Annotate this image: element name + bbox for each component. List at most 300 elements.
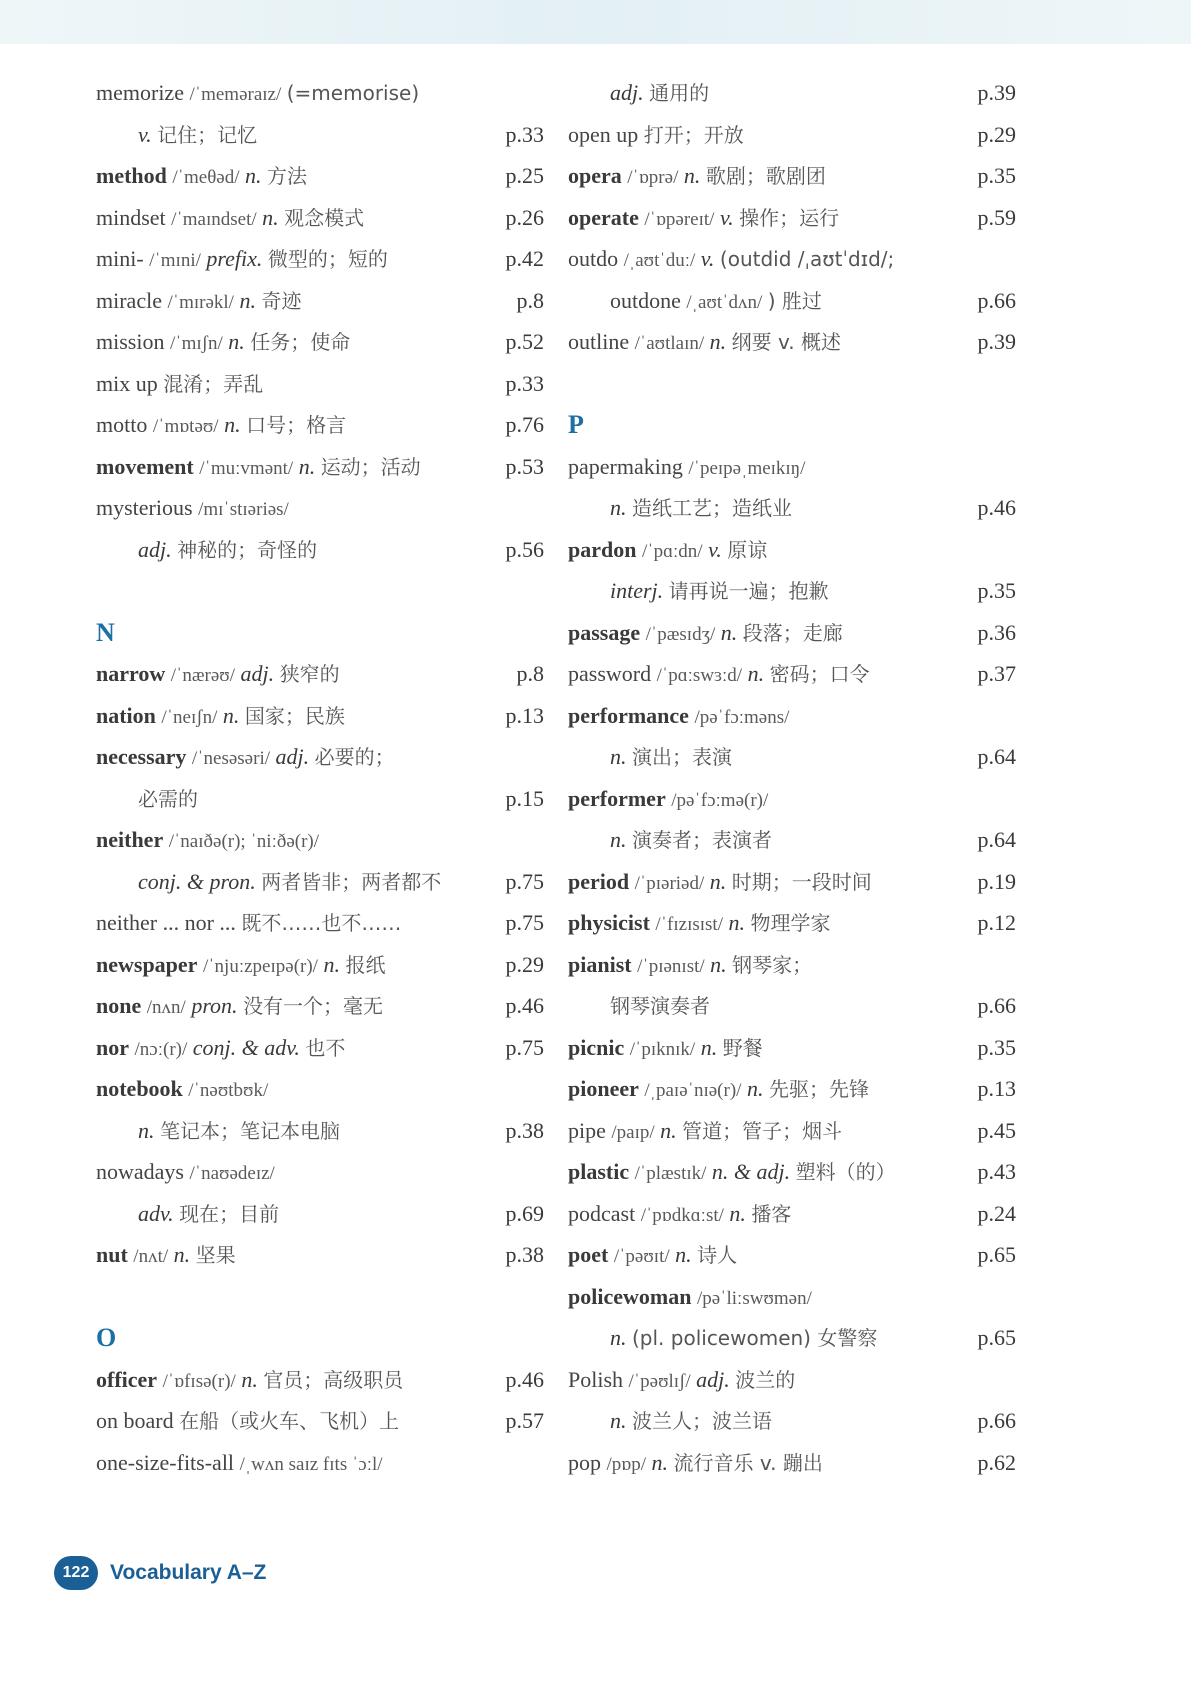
headword: nation <box>96 702 156 728</box>
pronunciation: /ˌaʊtˈduː/ <box>623 250 696 271</box>
vocab-entry <box>568 155 1016 197</box>
vocab-entry <box>568 1276 1016 1318</box>
definition: 波兰的 <box>735 1367 796 1392</box>
vocab-entry <box>568 1359 1016 1401</box>
pronunciation: /ˈpɑːswɜːd/ <box>656 665 743 686</box>
definition: 塑料（的） <box>795 1160 896 1184</box>
part-of-speech: n. <box>222 702 240 728</box>
definition: 通用的 <box>649 81 710 105</box>
pronunciation: /pɒp/ <box>606 1453 646 1475</box>
page-reference: p.59 <box>977 204 1016 230</box>
page-reference: p.24 <box>977 1200 1016 1226</box>
vocab-entry <box>568 736 1016 778</box>
headword: Polish <box>568 1366 624 1392</box>
page-reference: p.38 <box>505 1242 544 1267</box>
definition: (pl. policewomen) 女警察 <box>632 1326 878 1350</box>
pronunciation: /ˈnaɪðə(r); ˈniːðə(r)/ <box>168 831 320 852</box>
definition: 奇迹 <box>261 288 302 313</box>
entry-text <box>568 114 1016 157</box>
headword: performance <box>568 702 689 728</box>
headword: picnic <box>568 1034 625 1060</box>
entry-text <box>96 1234 544 1278</box>
footer-title: Vocabulary A–Z <box>110 1561 267 1584</box>
vocab-entry <box>96 902 544 944</box>
page-reference: p.33 <box>505 370 544 396</box>
entry-text <box>568 1442 1016 1486</box>
vocab-entry <box>568 72 1016 114</box>
page-reference: p.52 <box>505 329 544 354</box>
definition: 先驱；先锋 <box>768 1077 869 1101</box>
part-of-speech: prefix. <box>206 246 263 271</box>
entry-text <box>568 1400 1016 1443</box>
definition: 口号；格言 <box>246 413 347 437</box>
headword: on board <box>96 1408 174 1433</box>
page-reference: p.19 <box>977 868 1016 894</box>
entry-text <box>568 736 1016 779</box>
vocab-entry <box>568 1317 1016 1359</box>
definition: 狭窄的 <box>279 662 340 686</box>
entry-text <box>96 404 544 448</box>
headword: mysterious <box>96 495 193 520</box>
definition: 钢琴演奏者 <box>610 994 710 1018</box>
entry-text <box>96 1027 544 1071</box>
pronunciation: /ˈɒpəreɪt/ <box>644 208 715 230</box>
entry-text <box>96 1400 544 1443</box>
page-reference: p.29 <box>505 951 544 977</box>
headword: necessary <box>96 744 187 769</box>
part-of-speech: n. <box>239 287 256 313</box>
headword: miracle <box>96 287 162 313</box>
vocab-entry <box>96 446 544 488</box>
definition: 操作；运行 <box>739 205 840 230</box>
page-reference: p.38 <box>505 1117 544 1143</box>
pronunciation: /ˈplæstɪk/ <box>634 1163 707 1184</box>
entry-text <box>96 1193 544 1236</box>
part-of-speech: n. <box>728 910 745 935</box>
entry-text <box>96 819 544 863</box>
vocab-entry <box>568 570 1016 612</box>
entry-text <box>96 280 544 324</box>
part-of-speech: n. <box>709 329 727 354</box>
vocab-entry <box>96 736 544 778</box>
entry-text <box>568 570 1016 613</box>
vocab-entry <box>96 280 544 322</box>
pronunciation: /nɔː(r)/ <box>134 1038 188 1060</box>
vocab-entry <box>96 1027 544 1069</box>
entry-text <box>96 736 544 780</box>
pronunciation: /ˈpəʊlɪʃ/ <box>628 1370 691 1392</box>
pronunciation: /ˌpaɪəˈnɪə(r)/ <box>644 1080 742 1101</box>
vocab-entry <box>96 1359 544 1401</box>
pronunciation: /pəˈfɔːməns/ <box>694 706 790 728</box>
vocab-entry <box>96 1400 544 1442</box>
vocab-entry <box>568 944 1016 986</box>
vocab-entry <box>96 155 544 197</box>
headword: method <box>96 163 167 188</box>
definition: 坚果 <box>195 1243 236 1267</box>
vocab-entry <box>96 653 544 695</box>
definition: 打开；开放 <box>643 122 744 147</box>
page-reference: p.8 <box>516 287 544 313</box>
section-letter-heading: P <box>568 410 584 439</box>
part-of-speech: n. <box>746 1076 764 1101</box>
pronunciation: /ˈpɪəriəd/ <box>634 872 705 894</box>
pronunciation: /ˈpɪknɪk/ <box>629 1038 696 1060</box>
pronunciation: /ˈpæsɪdʒ/ <box>645 623 716 645</box>
headword: notebook <box>96 1076 183 1101</box>
page-reference: p.36 <box>977 619 1016 645</box>
section-spacer <box>96 1276 544 1318</box>
part-of-speech: adv. <box>138 1200 174 1226</box>
vocab-entry <box>96 238 544 280</box>
vocab-entry <box>96 529 544 571</box>
headword: pardon <box>568 536 637 562</box>
pronunciation: /ˈpəʊɪt/ <box>613 1246 670 1267</box>
pronunciation: /ˈneɪʃn/ <box>161 706 218 728</box>
page-reference: p.46 <box>505 1366 544 1392</box>
page-reference: p.15 <box>505 785 544 811</box>
vocab-entry <box>96 861 544 903</box>
vocab-entry <box>568 985 1016 1027</box>
part-of-speech: n. <box>245 163 262 188</box>
definition: 钢琴家； <box>732 952 813 977</box>
headword: narrow <box>96 661 166 686</box>
vocab-entry <box>568 612 1016 654</box>
page-reference: p.69 <box>505 1200 544 1226</box>
headword: physicist <box>568 910 650 935</box>
headword: open up <box>568 121 639 147</box>
part-of-speech: n. <box>610 1408 627 1433</box>
part-of-speech: n. <box>729 1200 746 1226</box>
entry-text <box>568 819 1016 862</box>
definition: 密码；口令 <box>769 662 870 686</box>
definition: 观念模式 <box>284 205 365 230</box>
page-reference: p.12 <box>977 910 1016 935</box>
pronunciation: /ˈmuːvmənt/ <box>199 457 294 479</box>
page-reference: p.64 <box>977 744 1016 769</box>
left-column <box>96 72 544 1483</box>
pronunciation: /ˌwʌn saɪz fɪts ˈɔːl/ <box>239 1453 383 1475</box>
entry-text <box>568 1151 1016 1195</box>
pronunciation: /ˈpeɪpəˌmeɪkɪŋ/ <box>688 457 806 479</box>
vocab-entry <box>96 1234 544 1276</box>
headword: movement <box>96 453 194 479</box>
vocab-entry <box>568 114 1016 156</box>
pronunciation: /ˈɒfɪsə(r)/ <box>162 1370 236 1392</box>
entry-text <box>568 1359 1016 1403</box>
entry-text <box>568 902 1016 946</box>
entry-text <box>568 1110 1016 1154</box>
vocab-entry <box>96 1151 544 1193</box>
entry-text <box>96 446 544 490</box>
entry-text <box>96 197 544 241</box>
part-of-speech: n. <box>298 453 316 479</box>
entry-text <box>568 529 1016 573</box>
definition: 国家；民族 <box>244 703 345 728</box>
headword: papermaking <box>568 453 683 479</box>
pronunciation: /ˈnærəʊ/ <box>170 665 236 686</box>
page-footer <box>54 1556 266 1590</box>
entry-text <box>568 653 1016 697</box>
entry-text <box>96 238 544 282</box>
definition: 没有一个；毫无 <box>243 994 384 1018</box>
entry-text <box>568 1027 1016 1071</box>
part-of-speech: adj. <box>138 536 172 562</box>
definition: 也不 <box>305 1035 346 1060</box>
part-of-speech: pron. <box>191 993 238 1018</box>
headword: plastic <box>568 1159 630 1184</box>
part-of-speech: v. <box>719 204 734 230</box>
definition: 段落；走廊 <box>742 620 843 645</box>
pronunciation: /ˈɒprə/ <box>627 167 679 188</box>
part-of-speech: n. <box>660 1117 677 1143</box>
page-reference: p.37 <box>977 661 1016 686</box>
pronunciation: /nʌt/ <box>133 1246 169 1267</box>
page-reference: p.26 <box>505 204 544 230</box>
headword: pop <box>568 1449 601 1475</box>
pronunciation: /ˈaʊtlaɪn/ <box>634 333 705 354</box>
definition: 两者皆非；两者都不 <box>261 869 442 894</box>
pronunciation: /ˈnesəsəri/ <box>191 748 270 769</box>
headword: passage <box>568 619 641 645</box>
section-letter-heading: O <box>96 1323 117 1352</box>
definition: 笔记本；笔记本电脑 <box>160 1118 340 1143</box>
part-of-speech: n. <box>262 204 279 230</box>
entry-text <box>568 1317 1016 1360</box>
definition: 演奏者；表演者 <box>632 828 772 852</box>
part-of-speech: n. <box>747 661 765 686</box>
page-reference: p.62 <box>977 1449 1016 1475</box>
page-reference: p.66 <box>977 993 1016 1018</box>
pronunciation: /ˈfɪzɪsɪst/ <box>655 914 723 935</box>
headword: opera <box>568 163 622 188</box>
section-letter-heading: N <box>96 617 115 647</box>
definition: 既不……也不…… <box>241 911 402 935</box>
entry-text <box>96 902 544 945</box>
page-reference: p.46 <box>977 495 1016 520</box>
pronunciation: /ˈnaʊədeɪz/ <box>189 1163 275 1184</box>
page-reference: p.56 <box>505 536 544 562</box>
page-reference: p.75 <box>505 1034 544 1060</box>
headword: outdone <box>610 287 681 313</box>
pronunciation: /ˈmɪrəkl/ <box>167 291 234 313</box>
entry-text <box>96 1442 544 1486</box>
entry-text <box>96 1068 544 1112</box>
pronunciation: /ˈmɪni/ <box>149 250 201 271</box>
page-reference: p.65 <box>977 1242 1016 1267</box>
definition: 官员；高级职员 <box>263 1367 404 1392</box>
pronunciation: /ˈmɒtəʊ/ <box>152 416 219 437</box>
part-of-speech: n. <box>224 412 241 437</box>
headword: pianist <box>568 951 632 977</box>
vocab-entry <box>96 114 544 156</box>
entry-text <box>96 155 544 199</box>
entry-text <box>568 197 1016 241</box>
vocab-entry <box>568 446 1016 488</box>
headword: performer <box>568 785 666 811</box>
entry-text <box>96 363 544 406</box>
page-reference: p.53 <box>505 453 544 479</box>
entry-text <box>568 446 1016 490</box>
vocab-entry <box>96 1068 544 1110</box>
entry-text <box>96 1359 544 1403</box>
definition: 歌剧；歌剧团 <box>705 164 826 188</box>
part-of-speech: n. <box>610 1325 627 1350</box>
part-of-speech: n. <box>138 1117 155 1143</box>
part-of-speech: n. <box>709 868 727 894</box>
part-of-speech: interj. <box>610 578 664 603</box>
vocab-entry <box>568 653 1016 695</box>
headword: policewoman <box>568 1283 692 1309</box>
headword: neither ... nor ... <box>96 910 236 935</box>
entry-text <box>96 529 544 572</box>
definition: 物理学家 <box>750 911 831 935</box>
page-reference: p.35 <box>977 163 1016 188</box>
definition: 请再说一遍；抱歉 <box>668 579 829 603</box>
definition: 报纸 <box>345 952 386 977</box>
entry-text <box>96 653 544 697</box>
vocab-entry <box>568 778 1016 820</box>
page-reference: p.75 <box>505 868 544 894</box>
entry-text <box>96 114 544 157</box>
entry-text <box>568 861 1016 905</box>
page-reference: p.57 <box>505 1408 544 1433</box>
part-of-speech: n. <box>610 744 627 769</box>
part-of-speech: adj. <box>610 80 644 105</box>
vocab-entry <box>96 487 544 529</box>
definition: ) 胜过 <box>767 288 822 313</box>
definition: 播客 <box>751 1201 792 1226</box>
part-of-speech: n. <box>173 1242 191 1267</box>
vocab-entry <box>568 1151 1016 1193</box>
part-of-speech: n. <box>675 1242 692 1267</box>
page-reference: p.66 <box>977 287 1016 313</box>
vocab-entry <box>568 1442 1016 1484</box>
headword: mini- <box>96 246 144 271</box>
headword: nor <box>96 1034 129 1060</box>
definition: 野餐 <box>722 1035 763 1060</box>
headword: neither <box>96 827 164 852</box>
part-of-speech: conj. & adv. <box>192 1034 300 1060</box>
headword: podcast <box>568 1200 636 1226</box>
vocab-entry <box>96 1193 544 1235</box>
page-reference: p.65 <box>977 1325 1016 1350</box>
definition: 记住；记忆 <box>157 122 258 147</box>
vocab-entry <box>568 1068 1016 1110</box>
part-of-speech: n. <box>710 951 727 977</box>
headword: outline <box>568 329 630 354</box>
entry-text <box>568 280 1016 324</box>
page-reference: p.43 <box>977 1159 1016 1184</box>
headword: operate <box>568 204 639 230</box>
entry-text <box>568 1234 1016 1278</box>
page-reference: p.39 <box>977 329 1016 354</box>
definition: 波兰人；波兰语 <box>632 1409 772 1433</box>
pronunciation: /mɪˈstɪəriəs/ <box>198 499 289 520</box>
right-column <box>568 72 1016 1483</box>
top-decorative-band <box>0 0 1191 44</box>
entry-text <box>568 1193 1016 1237</box>
pronunciation: /ˈnəʊtbʊk/ <box>188 1080 269 1101</box>
page-reference: p.8 <box>516 661 544 686</box>
definition: 微型的；短的 <box>267 247 388 271</box>
part-of-speech: v. <box>700 246 715 271</box>
entry-text <box>96 487 544 531</box>
vocab-entry <box>96 1110 544 1152</box>
vocab-entry <box>96 321 544 363</box>
headword: nut <box>96 1242 128 1267</box>
entry-text <box>568 72 1016 115</box>
entry-text <box>568 944 1016 988</box>
pronunciation: /ˈpɑːdn/ <box>641 540 703 562</box>
page-reference: p.35 <box>977 578 1016 603</box>
part-of-speech: adj. <box>275 744 310 769</box>
vocab-entry <box>568 695 1016 737</box>
vocab-entry <box>568 1027 1016 1069</box>
page-reference: p.45 <box>977 1117 1016 1143</box>
vocab-entry <box>568 819 1016 861</box>
page-reference: p.75 <box>505 910 544 935</box>
vocab-entry <box>568 238 1016 280</box>
page-reference: p.42 <box>505 246 544 271</box>
definition: 必要的； <box>314 745 395 769</box>
part-of-speech: n. <box>228 329 245 354</box>
definition: 运动；活动 <box>320 454 421 479</box>
vocab-entry <box>96 72 544 114</box>
vocab-entry <box>568 1110 1016 1152</box>
part-of-speech: n. <box>323 951 340 977</box>
section-spacer <box>568 363 1016 405</box>
headword: mix up <box>96 370 158 396</box>
definition: 流行音乐 v. 蹦出 <box>673 1450 823 1475</box>
pronunciation: /ˈpɪənɪst/ <box>637 955 705 977</box>
headword: newspaper <box>96 951 198 977</box>
pronunciation: /ˈnjuːzpeɪpə(r)/ <box>202 955 318 977</box>
pronunciation: /pəˈliːswʊmən/ <box>696 1287 812 1309</box>
vocab-entry <box>96 695 544 737</box>
part-of-speech: v. <box>138 121 152 147</box>
part-of-speech: v. <box>708 536 722 562</box>
part-of-speech: n. & adj. <box>711 1159 791 1184</box>
part-of-speech: n. <box>610 827 627 852</box>
definition: (=memorise) <box>286 81 420 105</box>
page-reference: p.64 <box>977 827 1016 852</box>
headword: pipe <box>568 1117 606 1143</box>
entry-text <box>568 985 1016 1028</box>
vocab-entry <box>568 1400 1016 1442</box>
part-of-speech: n. <box>720 619 738 645</box>
pronunciation: /ˌaʊtˈdʌn/ <box>686 291 763 313</box>
definition: 原谅 <box>727 537 768 562</box>
part-of-speech: conj. & pron. <box>138 868 256 894</box>
entry-text <box>568 321 1016 365</box>
vocab-entry <box>96 197 544 239</box>
vocab-entry <box>568 197 1016 239</box>
entry-text <box>568 155 1016 199</box>
headword: poet <box>568 1242 609 1267</box>
page-reference: p.66 <box>977 1408 1016 1433</box>
pronunciation: /ˈmeməraɪz/ <box>189 84 282 105</box>
vocab-entry <box>96 404 544 446</box>
vocab-entry <box>568 321 1016 363</box>
headword: password <box>568 661 652 686</box>
entry-text <box>96 944 544 988</box>
entry-text <box>96 1110 544 1153</box>
part-of-speech: n. <box>241 1366 258 1392</box>
entry-text <box>96 695 544 739</box>
part-of-speech: n. <box>610 495 627 520</box>
part-of-speech: adj. <box>240 661 275 686</box>
